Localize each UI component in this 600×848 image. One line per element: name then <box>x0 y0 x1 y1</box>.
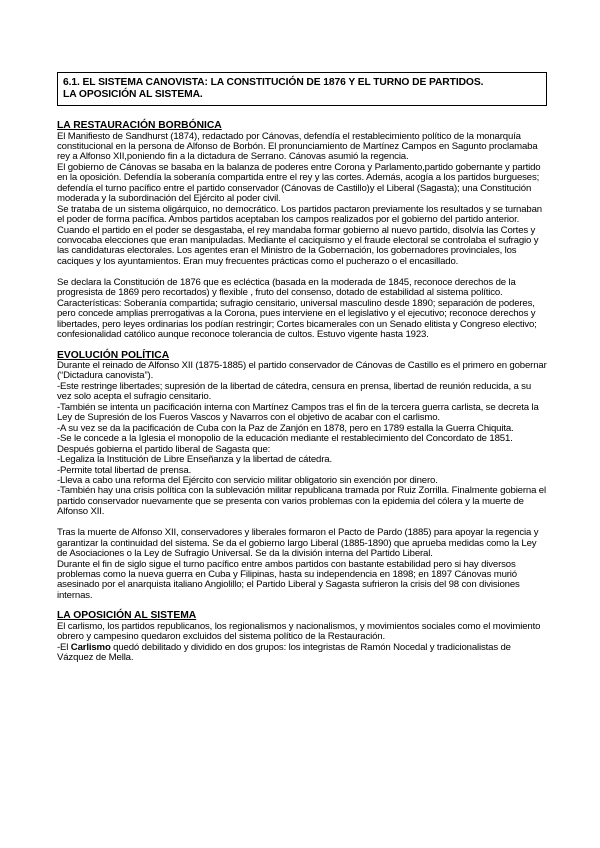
bold-term-carlismo: Carlismo <box>70 641 111 653</box>
paragraph: -Se le concede a la Iglesia el monopolio de la educación mediante el restablecimiento del Concordato de 1851. Después gobierna el partido liberal de Sagasta que: <box>57 433 513 455</box>
paragraph: -Legaliza la Institución de Libre Enseñanza y la libertad de cátedra. <box>57 454 332 466</box>
title-line-1: 6.1. EL SISTEMA CANOVISTA: LA CONSTITUCIÓN DE 1876 Y EL TURNO DE PARTIDOS. <box>63 77 484 88</box>
paragraph: El gobierno de Cánovas se basaba en la balanza de poderes entre Corona y Parlamento,partido gobernante y partido en la oposición. Defendía la soberanía compartida entre el rey y las cortes. Además, acogía a los partidos burgueses; defendía el turno pacífico entre el partido conservador (Cánovas de Castillo)y el Liberal (Sagasta); una Constitución moderada y la subordinación del Ejército al poder civil. <box>57 161 541 205</box>
paragraph: Se trataba de un sistema oligárquico, no democrático. Los partidos pactaron previamente los resultados y se turnaban el poder de forma pacífica. Ambos partidos aceptaban los campos realizados por el gobierno del partido anterior. Cuando el partido en el poder se desgastaba, el rey mandaba formar gobierno al nuevo partido, disolvía las Cortes y convocaba elecciones que eran manipuladas. Mediante el caciquismo y el fraude electoral se controlaba el sufragio y las candidaturas electorales. Los agentes eran el Ministro de la Gobernación, los gobernadores provinciales, los caciques y los ayuntamientos. Eran muy frecuentes prácticas como el pucherazo o el encasillado. <box>57 203 542 267</box>
paragraph: Se declara la Constitución de 1876 que es ecléctica (basada en la moderada de 1845, reconoce derechos de la progresista de 1869 pero recortados) y flexible , fruto del consenso, dotado de estabilidad al sistema político. Características: Soberanía compartida; sufragio censitario, universal masculino desde 1890; separación de poderes, pero concede amplias prerrogativas a la Corona, pues interviene en el legislativo y el ejecutivo; reconoce derechos y libertades, pero leyes ordinarias los podían restringir; Cortes bicamerales con un Senado elitista y Congreso electivo; confesionalidad católico aunque reconoce tolerancia de cultos. Estuvo vigente hasta 1923. <box>57 276 537 341</box>
paragraph: -Permite total libertad de prensa. <box>57 464 192 476</box>
section-heading-oposicion: LA OPOSICIÓN AL SISTEMA <box>57 610 197 622</box>
document-page <box>57 72 547 664</box>
paragraph: -También hay una crisis política con la sublevación militar republicana tramada por Ruiz Zorrilla. Finalmente gobierna el partido conservador nuevamente que se presenta con varios problemas con la epidemia del cólera y la muerte de Alfonso XII. <box>57 485 546 518</box>
section-gap <box>57 601 547 610</box>
section-heading-restauracion: LA RESTAURACIÓN BORBÓNICA <box>57 120 222 131</box>
paragraph: Durante el fin de siglo sigue el turno pacífico entre ambos partidos con bastante estabilidad pero si hay diversos problemas como la nueva guerra en Cuba y Filipinas, hasta su independencia en 1898; en 1897 Cánovas murió asesinado por el anarquista italiano Angiolillo; el Partido Liberal y Sagasta sufrieron la crisis del 98 con divisiones internas. <box>57 558 520 601</box>
section-heading-evolucion: EVOLUCIÓN POLÍTICA <box>57 349 170 361</box>
paragraph-rest: quedó debilitado y dividido en dos grupos: los integristas de Ramón Nocedal y tradicionalistas de Vázquez de Mella. <box>57 641 511 664</box>
paragraph-prefix: -El <box>57 641 71 653</box>
title-line-2: LA OPOSICIÓN AL SISTEMA. <box>63 89 203 100</box>
paragraph-carlismo <box>57 643 547 664</box>
paragraph: -Lleva a cabo una reforma del Ejército con servicio militar obligatorio sin exención por dinero. <box>57 474 438 486</box>
paragraph: Durante el reinado de Alfonso XII (1875-1885) el partido conservador de Cánovas de Castillo es el primero en gobernar (“Dictadura canovista”). <box>57 360 547 382</box>
paragraph: -También se intenta un pacificación interna con Martínez Campos tras el fin de la tercera guerra carlista, se decreta la Ley de Supresión de los Fueros Vascos y Navarros con el objetivo de acabar con el carlismo. <box>57 401 539 424</box>
paragraph: -Este restringe libertades; supresión de la libertad de cátedra, censura en prensa, libertad de reunión reducida, a su vez solo acepta el sufragio censitario. <box>57 380 532 403</box>
paragraph: El carlismo, los partidos republicanos, los regionalismos y nacionalismos, y movimientos sociales como el movimiento obrero y campesino quedaron excluidos del sistema político de la Restauración. <box>57 620 541 643</box>
paragraph: -A su vez se da la pacificación de Cuba con la Paz de Zanjón en 1878, pero en 1789 estalla la Guerra Chiquita. <box>57 422 514 434</box>
title-box <box>57 72 547 106</box>
section-gap <box>57 341 547 350</box>
paragraph: Tras la muerte de Alfonso XII, conservadores y liberales formaron el Pacto de Pardo (1885) para apoyar la regencia y garantizar la continuidad del sistema. Se da el gobierno largo Liberal (1885-1890) que aprueba medidas como la Ley de Asociaciones o la Ley de Sufragio Universal. Se da la división interna del Partido Liberal. <box>57 527 539 560</box>
paragraph: El Manifiesto de Sandhurst (1874), redactado por Cánovas, defendía el restablecimiento político de la monarquía constitucional en la persona de Alfonso de Borbón. El pronunciamiento de Martínez Campos en Sagunto proclamaba rey a Alfonso XII,poniendo fin a la dictadura de Serrano. Cánovas asumió la regencia. <box>57 130 538 163</box>
